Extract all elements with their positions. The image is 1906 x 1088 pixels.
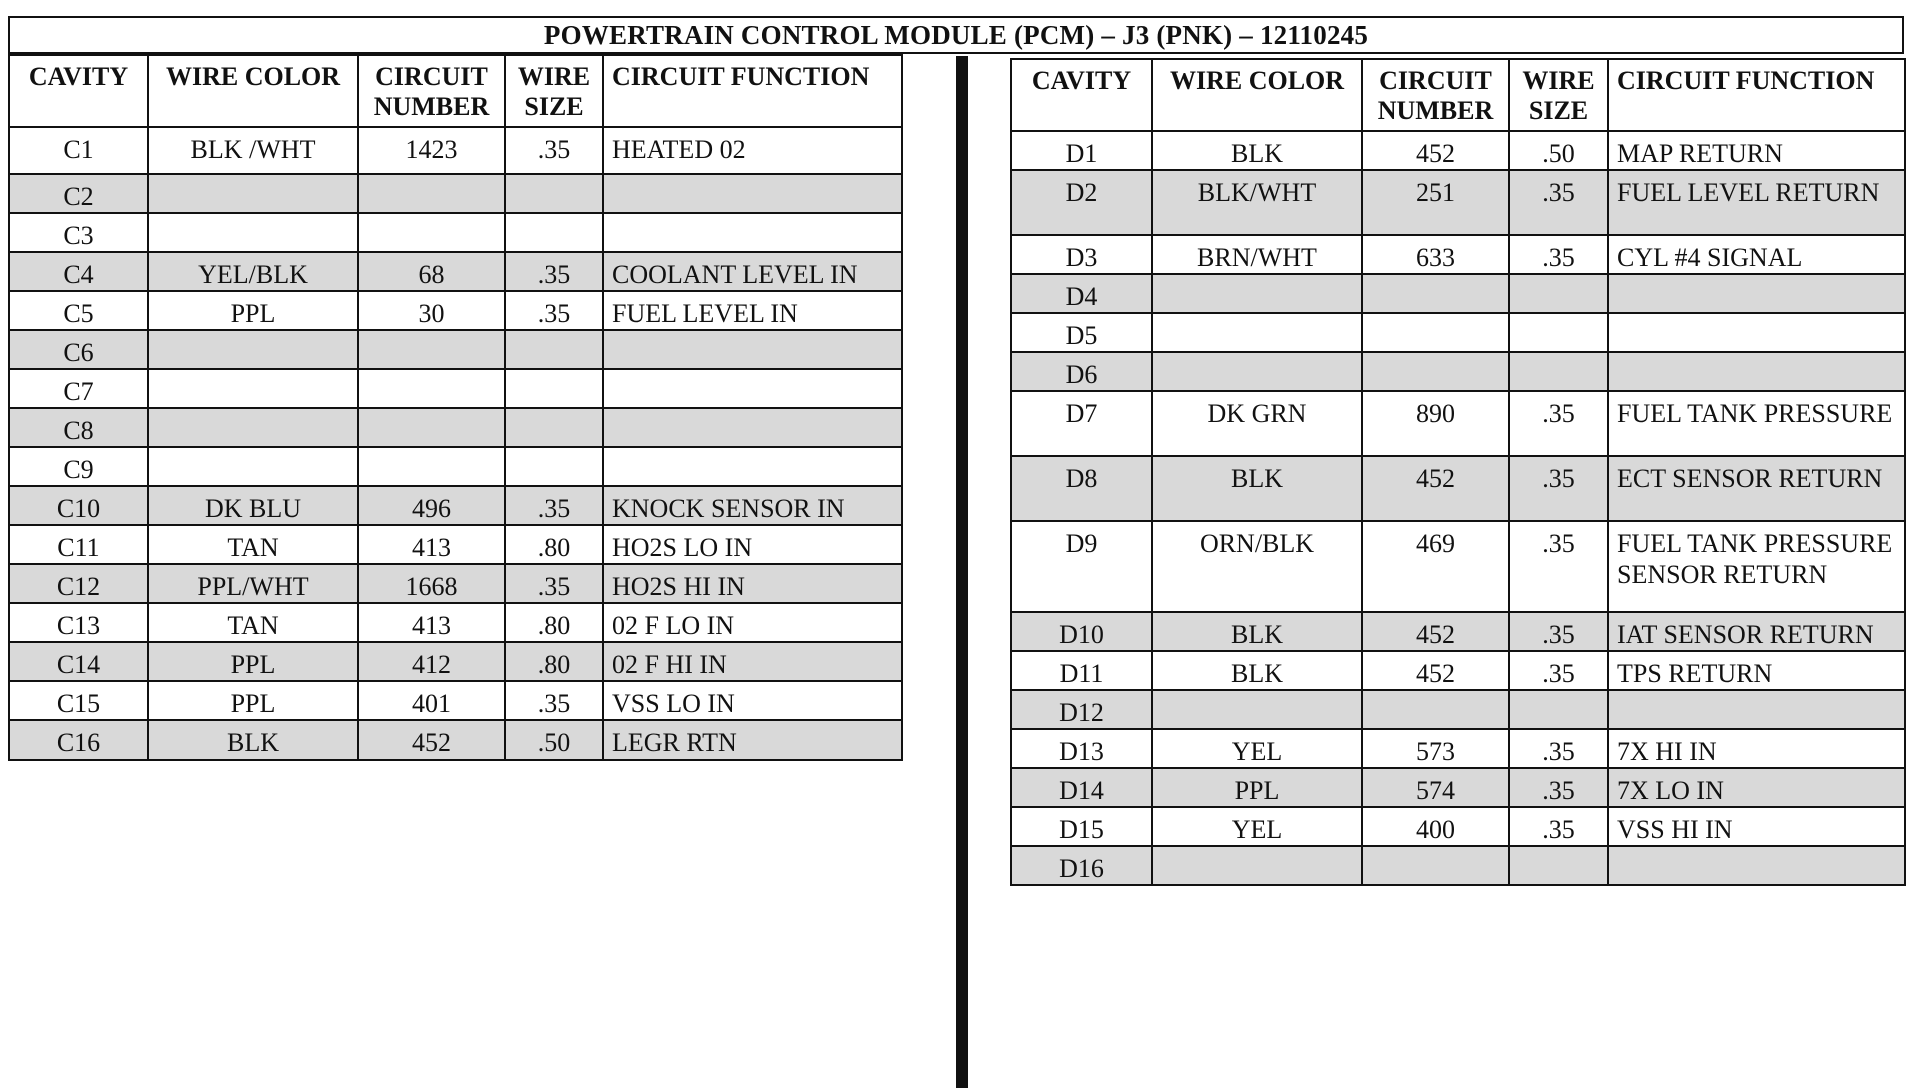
- cell-circuit-function: FUEL LEVEL IN: [603, 291, 902, 330]
- cell-circuit-number: 573: [1362, 729, 1509, 768]
- cell-circuit-function: [1608, 690, 1905, 729]
- cell-wire-size: [505, 174, 603, 213]
- header-circuit-number-line1: CIRCUIT: [375, 62, 488, 91]
- cell-wire-color: BLK /WHT: [148, 127, 358, 174]
- table-row: [1011, 729, 1905, 768]
- cell-circuit-function: HO2S HI IN: [603, 564, 902, 603]
- cell-circuit-function: KNOCK SENSOR IN: [603, 486, 902, 525]
- cell-circuit-number: 452: [1362, 651, 1509, 690]
- cell-wire-color: [1152, 352, 1362, 391]
- cell-wire-color: [1152, 846, 1362, 885]
- cell-circuit-number: 574: [1362, 768, 1509, 807]
- cell-cavity: C1: [9, 127, 148, 174]
- cell-wire-color: [1152, 274, 1362, 313]
- cell-circuit-function: COOLANT LEVEL IN: [603, 252, 902, 291]
- cell-wire-size: [1509, 313, 1608, 352]
- cell-wire-size: [505, 447, 603, 486]
- cell-circuit-function: MAP RETURN: [1608, 131, 1905, 170]
- table-row: [1011, 612, 1905, 651]
- cell-wire-size: .35: [1509, 729, 1608, 768]
- table-row: [1011, 768, 1905, 807]
- cell-circuit-function: 02 F LO IN: [603, 603, 902, 642]
- table-row: [9, 603, 902, 642]
- cell-circuit-number: 452: [1362, 456, 1509, 521]
- cell-wire-color: BLK: [148, 720, 358, 760]
- cell-cavity: D2: [1011, 170, 1152, 235]
- cell-wire-color: YEL/BLK: [148, 252, 358, 291]
- cell-cavity: C10: [9, 486, 148, 525]
- cell-circuit-function: CYL #4 SIGNAL: [1608, 235, 1905, 274]
- header-circuit-number-line1: CIRCUIT: [1379, 66, 1492, 95]
- header-wire-size: [505, 55, 603, 127]
- cell-circuit-function: [603, 330, 902, 369]
- cell-wire-size: .35: [1509, 235, 1608, 274]
- header-circuit-number-line2: NUMBER: [373, 92, 490, 121]
- cell-wire-size: .35: [505, 681, 603, 720]
- table-row: [1011, 313, 1905, 352]
- cell-circuit-number: 401: [358, 681, 505, 720]
- cell-circuit-function: [603, 174, 902, 213]
- cell-cavity: C7: [9, 369, 148, 408]
- cell-circuit-function: [1608, 313, 1905, 352]
- cell-circuit-function: FUEL TANK PRESSURE SENSOR RETURN: [1608, 521, 1905, 612]
- table-row: [1011, 235, 1905, 274]
- cell-wire-size: .35: [1509, 170, 1608, 235]
- cell-cavity: D4: [1011, 274, 1152, 313]
- cell-cavity: D3: [1011, 235, 1152, 274]
- cell-cavity: D5: [1011, 313, 1152, 352]
- cell-cavity: C4: [9, 252, 148, 291]
- table-row: [9, 369, 902, 408]
- cell-wire-color: PPL: [1152, 768, 1362, 807]
- cell-circuit-number: [1362, 274, 1509, 313]
- cell-cavity: D7: [1011, 391, 1152, 456]
- table-row: [9, 720, 902, 760]
- cell-wire-color: BRN/WHT: [1152, 235, 1362, 274]
- document-title: POWERTRAIN CONTROL MODULE (PCM) – J3 (PNK) – 12110245: [8, 16, 1904, 54]
- table-row: [9, 681, 902, 720]
- cell-wire-color: TAN: [148, 525, 358, 564]
- cell-cavity: C13: [9, 603, 148, 642]
- cell-circuit-number: 400: [1362, 807, 1509, 846]
- cell-cavity: C9: [9, 447, 148, 486]
- header-circuit-function: CIRCUIT FUNCTION: [603, 55, 902, 127]
- header-wire-color: WIRE COLOR: [148, 55, 358, 127]
- cell-cavity: C8: [9, 408, 148, 447]
- cell-circuit-number: 30: [358, 291, 505, 330]
- cell-wire-color: [148, 408, 358, 447]
- cell-wire-color: DK GRN: [1152, 391, 1362, 456]
- cell-circuit-function: 02 F HI IN: [603, 642, 902, 681]
- cell-circuit-function: IAT SENSOR RETURN: [1608, 612, 1905, 651]
- table-row: [1011, 651, 1905, 690]
- pinout-table-left: [8, 54, 903, 761]
- cell-circuit-number: 452: [1362, 612, 1509, 651]
- cell-circuit-function: [603, 213, 902, 252]
- cell-wire-color: BLK: [1152, 651, 1362, 690]
- cell-wire-size: .80: [505, 525, 603, 564]
- cell-circuit-function: LEGR RTN: [603, 720, 902, 760]
- cell-wire-color: PPL: [148, 291, 358, 330]
- cell-wire-color: BLK: [1152, 612, 1362, 651]
- cell-wire-color: PPL: [148, 642, 358, 681]
- cell-cavity: D6: [1011, 352, 1152, 391]
- cell-cavity: C2: [9, 174, 148, 213]
- cell-cavity: C12: [9, 564, 148, 603]
- cell-circuit-number: 412: [358, 642, 505, 681]
- cell-wire-size: .35: [505, 291, 603, 330]
- table-row: [9, 174, 902, 213]
- cell-circuit-number: [358, 447, 505, 486]
- cell-circuit-function: [603, 408, 902, 447]
- cell-circuit-function: [603, 369, 902, 408]
- cell-circuit-number: 452: [1362, 131, 1509, 170]
- cell-wire-size: [1509, 846, 1608, 885]
- cell-circuit-function: [603, 447, 902, 486]
- cell-cavity: D12: [1011, 690, 1152, 729]
- cell-wire-color: PPL: [148, 681, 358, 720]
- cell-cavity: C6: [9, 330, 148, 369]
- cell-wire-color: PPL/WHT: [148, 564, 358, 603]
- header-wire-size-line2: SIZE: [524, 92, 584, 121]
- cell-wire-size: .35: [505, 486, 603, 525]
- cell-cavity: D9: [1011, 521, 1152, 612]
- cell-cavity: C3: [9, 213, 148, 252]
- cell-circuit-number: 452: [358, 720, 505, 760]
- cell-wire-size: .35: [1509, 521, 1608, 612]
- table-row: [1011, 690, 1905, 729]
- cell-wire-color: BLK: [1152, 456, 1362, 521]
- table-row: [1011, 391, 1905, 456]
- table-row: [9, 486, 902, 525]
- table-row: [1011, 846, 1905, 885]
- cell-cavity: C5: [9, 291, 148, 330]
- cell-circuit-function: VSS LO IN: [603, 681, 902, 720]
- cell-circuit-number: [1362, 846, 1509, 885]
- cell-wire-color: ORN/BLK: [1152, 521, 1362, 612]
- cell-wire-size: .50: [1509, 131, 1608, 170]
- table-row: [1011, 131, 1905, 170]
- cell-circuit-function: HEATED 02: [603, 127, 902, 174]
- cell-cavity: D8: [1011, 456, 1152, 521]
- cell-cavity: C15: [9, 681, 148, 720]
- cell-circuit-number: [358, 174, 505, 213]
- table-row: [1011, 352, 1905, 391]
- header-cavity: CAVITY: [1011, 59, 1152, 131]
- cell-wire-size: .35: [1509, 456, 1608, 521]
- cell-cavity: D1: [1011, 131, 1152, 170]
- cell-wire-color: [148, 174, 358, 213]
- cell-wire-size: .35: [1509, 391, 1608, 456]
- cell-circuit-number: [358, 369, 505, 408]
- table-row: [1011, 521, 1905, 612]
- cell-circuit-function: ECT SENSOR RETURN: [1608, 456, 1905, 521]
- table-row: [9, 127, 902, 174]
- header-circuit-number: [358, 55, 505, 127]
- cell-wire-color: [148, 330, 358, 369]
- cell-wire-size: .35: [505, 564, 603, 603]
- cell-circuit-number: 251: [1362, 170, 1509, 235]
- cell-circuit-function: FUEL TANK PRESSURE: [1608, 391, 1905, 456]
- table-row: [9, 252, 902, 291]
- cell-wire-color: [148, 213, 358, 252]
- header-row: [1011, 59, 1905, 131]
- header-wire-size: [1509, 59, 1608, 131]
- table-row: [1011, 456, 1905, 521]
- cell-circuit-number: 68: [358, 252, 505, 291]
- cell-circuit-function: [1608, 352, 1905, 391]
- table-row: [1011, 170, 1905, 235]
- cell-wire-size: [1509, 274, 1608, 313]
- cell-wire-color: DK BLU: [148, 486, 358, 525]
- header-wire-color: WIRE COLOR: [1152, 59, 1362, 131]
- cell-wire-color: YEL: [1152, 729, 1362, 768]
- cell-wire-color: [1152, 313, 1362, 352]
- cell-circuit-number: 1668: [358, 564, 505, 603]
- cell-wire-color: [148, 369, 358, 408]
- cell-wire-size: [505, 330, 603, 369]
- header-row: [9, 55, 902, 127]
- header-circuit-number: [1362, 59, 1509, 131]
- cell-circuit-number: [358, 213, 505, 252]
- center-divider: [956, 56, 968, 1088]
- cell-circuit-number: [1362, 690, 1509, 729]
- cell-cavity: D15: [1011, 807, 1152, 846]
- cell-circuit-function: 7X LO IN: [1608, 768, 1905, 807]
- cell-circuit-number: [1362, 352, 1509, 391]
- table-row: [1011, 274, 1905, 313]
- cell-cavity: D10: [1011, 612, 1152, 651]
- cell-wire-color: BLK: [1152, 131, 1362, 170]
- cell-circuit-number: 633: [1362, 235, 1509, 274]
- table-row: [9, 213, 902, 252]
- cell-cavity: C11: [9, 525, 148, 564]
- cell-cavity: D16: [1011, 846, 1152, 885]
- cell-wire-size: .80: [505, 603, 603, 642]
- cell-circuit-number: 890: [1362, 391, 1509, 456]
- cell-wire-size: .35: [505, 127, 603, 174]
- table-row: [9, 642, 902, 681]
- cell-circuit-number: [1362, 313, 1509, 352]
- cell-wire-color: [148, 447, 358, 486]
- cell-cavity: C16: [9, 720, 148, 760]
- cell-wire-size: .35: [1509, 768, 1608, 807]
- cell-circuit-number: [358, 330, 505, 369]
- cell-wire-color: BLK/WHT: [1152, 170, 1362, 235]
- cell-cavity: D13: [1011, 729, 1152, 768]
- cell-wire-size: .35: [1509, 612, 1608, 651]
- table-row: [9, 330, 902, 369]
- cell-wire-color: YEL: [1152, 807, 1362, 846]
- pinout-table-right: [1010, 58, 1906, 886]
- cell-circuit-function: [1608, 846, 1905, 885]
- cell-cavity: C14: [9, 642, 148, 681]
- cell-cavity: D11: [1011, 651, 1152, 690]
- header-wire-size-line1: WIRE: [517, 62, 591, 91]
- cell-circuit-number: 413: [358, 603, 505, 642]
- cell-circuit-function: HO2S LO IN: [603, 525, 902, 564]
- table-row: [9, 408, 902, 447]
- cell-circuit-function: [1608, 274, 1905, 313]
- cell-circuit-function: TPS RETURN: [1608, 651, 1905, 690]
- cell-wire-size: [505, 213, 603, 252]
- header-wire-size-line1: WIRE: [1522, 66, 1595, 95]
- cell-circuit-function: VSS HI IN: [1608, 807, 1905, 846]
- cell-circuit-number: [358, 408, 505, 447]
- header-circuit-number-line2: NUMBER: [1377, 96, 1494, 125]
- cell-circuit-number: 496: [358, 486, 505, 525]
- table-row: [9, 564, 902, 603]
- table-row: [9, 291, 902, 330]
- cell-circuit-number: 469: [1362, 521, 1509, 612]
- cell-wire-size: [505, 369, 603, 408]
- cell-cavity: D14: [1011, 768, 1152, 807]
- table-row: [9, 447, 902, 486]
- cell-wire-size: .35: [1509, 807, 1608, 846]
- header-circuit-function: CIRCUIT FUNCTION: [1608, 59, 1905, 131]
- cell-wire-size: .35: [505, 252, 603, 291]
- cell-wire-size: .50: [505, 720, 603, 760]
- cell-wire-size: [1509, 690, 1608, 729]
- table-row: [1011, 807, 1905, 846]
- cell-circuit-function: FUEL LEVEL RETURN: [1608, 170, 1905, 235]
- cell-wire-size: .80: [505, 642, 603, 681]
- cell-wire-size: [505, 408, 603, 447]
- header-cavity: CAVITY: [9, 55, 148, 127]
- cell-wire-size: .35: [1509, 651, 1608, 690]
- header-wire-size-line2: SIZE: [1528, 96, 1589, 125]
- cell-circuit-function: 7X HI IN: [1608, 729, 1905, 768]
- cell-wire-color: [1152, 690, 1362, 729]
- cell-circuit-number: 413: [358, 525, 505, 564]
- cell-circuit-number: 1423: [358, 127, 505, 174]
- cell-wire-size: [1509, 352, 1608, 391]
- cell-wire-color: TAN: [148, 603, 358, 642]
- table-row: [9, 525, 902, 564]
